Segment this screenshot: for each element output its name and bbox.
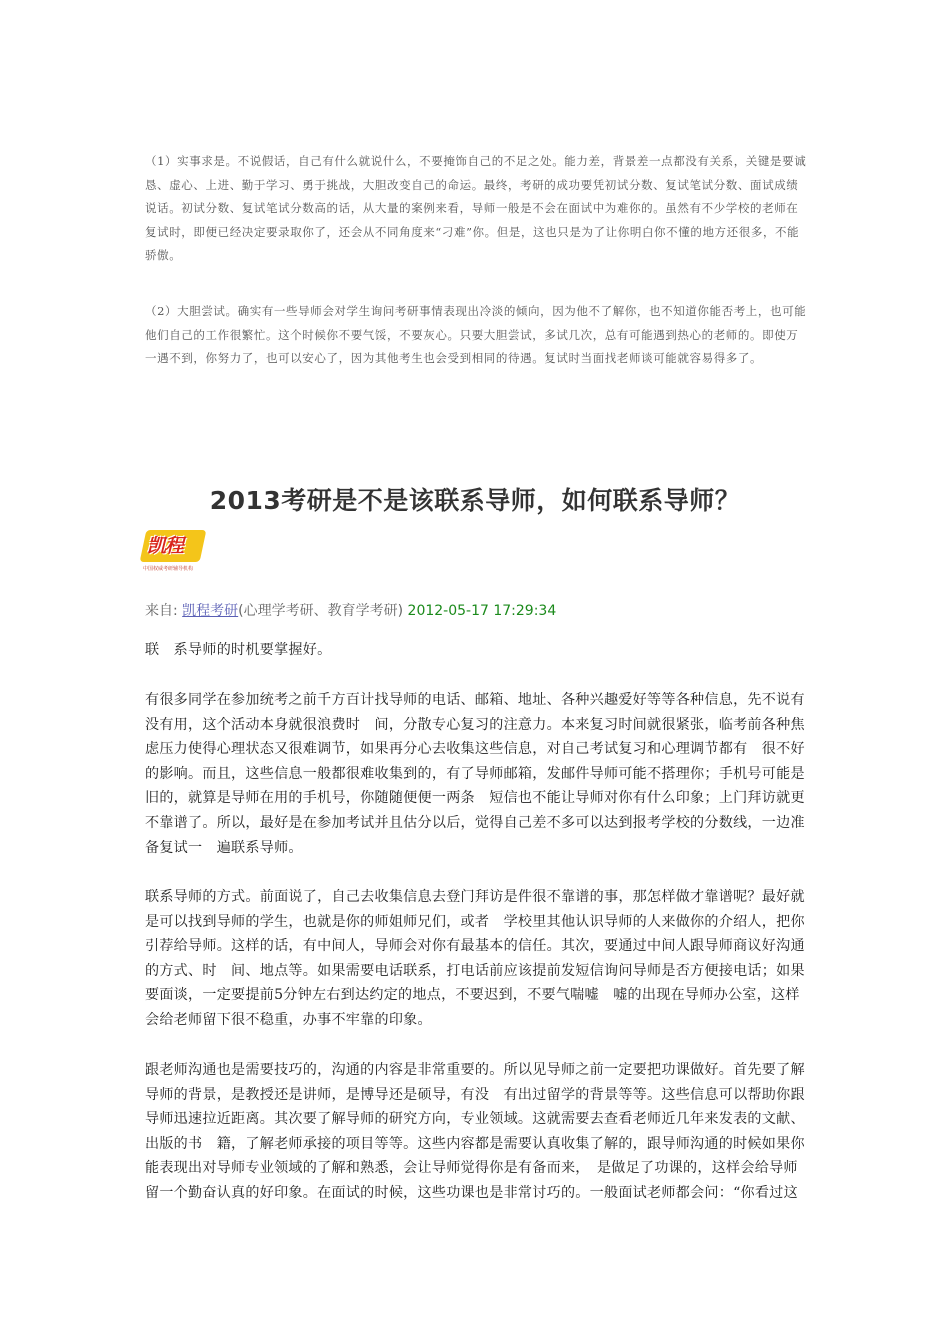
source-datetime: 2012-05-17 17:29:34 bbox=[407, 603, 557, 619]
paragraph-bold-attempt: （2）大胆尝试。确实有一些导师会对学生询问考研事情表现出冷淡的倾向，因为他不了解你，也不知道你能否考上，也可能他们自己的工作很繁忙。这个时候你不要气馁，不要灰心。只要大胆尝试，多试几次，总有可能遇到热心的老师的。即使万一遇不到，你努力了，也可以安心了，因为其他考生也会受到相同的待遇。复试时当面找老师谈可能就容易得多了。 bbox=[145, 304, 807, 366]
paragraph-realistic: （1）实事求是。不说假话，自己有什么就说什么，不要掩饰自己的不足之处。能力差，背景差一点都没有关系，关键是要诚恳、虚心、上进、勤于学习、勇于挑战，大胆改变自己的命运。最终，考研的成功要凭初试分数、复试笔试分数、面试成绩说话。初试分数、复试笔试分数高的话，从大量的案例来看，导师一般是不会在面试中为难你的。虽然有不少学校的老师在复试时，即便已经决定要录取你了，还会从不同角度来“刁难”你。但是，这也只是为了让你明白你不懂的地方还很多，不能骄傲。 bbox=[145, 154, 807, 263]
body-paragraph: 联系导师的方式。前面说了，自己去收集信息去登门拜访是件很不靠谱的事，那怎样做才靠谱呢？最好就是可以找到导师的学生，也就是你的师姐师兄们，或者 学校里其他认识导师的人来做你的介绍人，把你引荐给导师。这样的话，有中间人，导师会对你有最基本的信任。其次，要通过中间人跟导师商议好沟通的方式、时 间、地点等。如果需要电话联系，打电话前应该提前发短信询问导师是否方便接电话；如果要面谈，一定要提前5分钟左右到达约定的地点，不要迟到，不要气喘嘘 嘘的出现在导师办公室，这样会给老师留下很不稳重，办事不牢靠的印象。 bbox=[145, 889, 805, 1028]
source-link[interactable]: 凯程考研 bbox=[182, 603, 239, 619]
source-line bbox=[145, 600, 556, 620]
source-prefix: 来自: bbox=[145, 603, 183, 619]
kaicheng-logo bbox=[143, 530, 205, 576]
logo-text: 凯程 bbox=[147, 535, 184, 557]
body-paragraph: 联 系导师的时机要掌握好。 bbox=[145, 642, 332, 658]
article-title: 2013考研是不是该联系导师，如何联系导师？ bbox=[209, 486, 741, 515]
logo-tagline: 中国权威考研辅导机构 bbox=[143, 566, 194, 572]
body-paragraph: 跟老师沟通也是需要技巧的，沟通的内容是非常重要的。所以见导师之前一定要把功课做好。首先要了解导师的背景，是教授还是讲师，是博导还是硕导，有没 有出过留学的背景等等。这些信息可以帮助你跟导师迅速拉近距离。其次要了解导师的研究方向，专业领域。这就需要去查看老师近几年来发表的文献、出版的书 籍，了解老师承接的项目等等。这些内容都是需要认真收集了解的，跟导师沟通的时候如果你能表现出对导师专业领域的了解和熟悉，会让导师觉得你是有备而来， 是做足了功课的，这样会给导师留一个勤奋认真的好印象。在面试的时候，这些功课也是非常讨巧的。一般面试老师都会问：“你看过这 bbox=[145, 1062, 805, 1201]
source-detail: (心理学考研、教育学考研) bbox=[238, 603, 408, 619]
body-paragraph: 有很多同学在参加统考之前千方百计找导师的电话、邮箱、地址、各种兴趣爱好等等各种信息，先不说有没有用，这个活动本身就很浪费时 间，分散专心复习的注意力。本来复习时间就很紧张，临考前各种焦虑压力使得心理状态又很难调节，如果再分心去收集这些信息，对自己考试复习和心理调节都有 很不好的影响。而且，这些信息一般都很难收集到的，有了导师邮箱，发邮件导师可能不搭理你；手机号可能是旧的，就算是导师在用的手机号，你随随便便一两条 短信也不能让导师对你有什么印象；上门拜访就更不靠谱了。所以，最好是在参加考试并且估分以后，觉得自己差不多可以达到报考学校的分数线，一边准备复试一 遍联系导师。 bbox=[145, 692, 805, 856]
